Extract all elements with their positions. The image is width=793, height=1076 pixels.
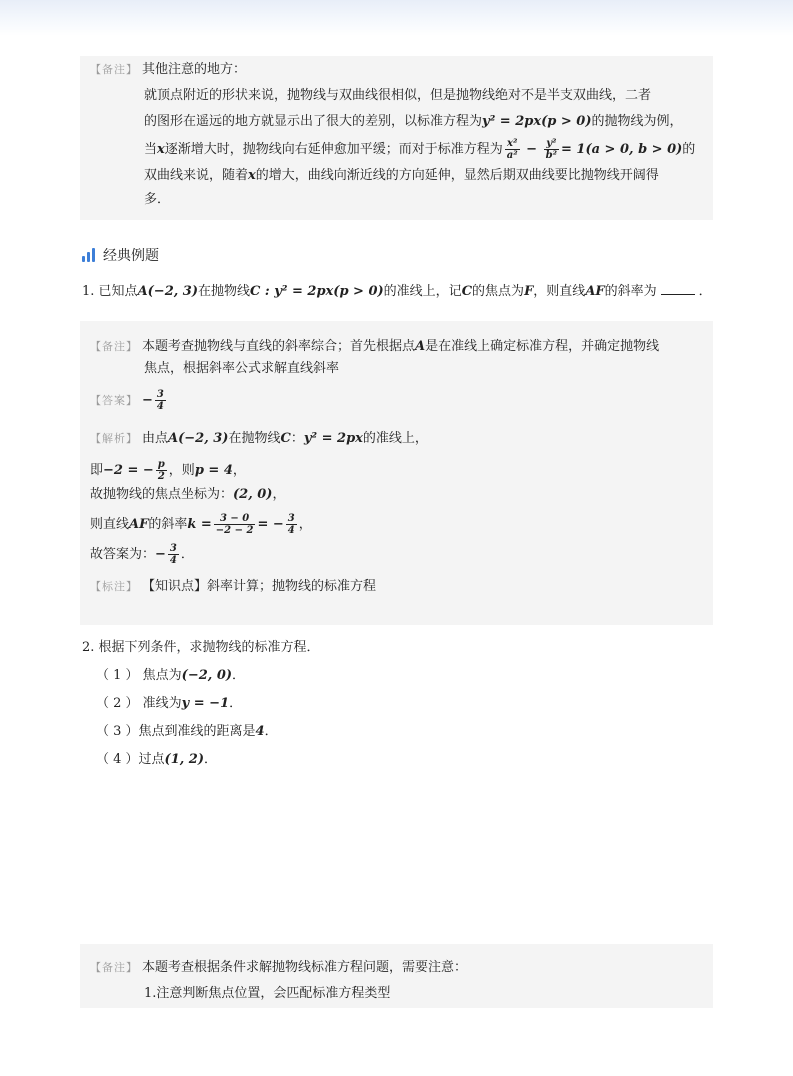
answer-tag: 【答案】 bbox=[90, 394, 138, 407]
solution-line-4: 则直线AF的斜率k = $\frac{3 - 0}{-2 - 2}$ = − $\frac{3}{4}$ ， bbox=[90, 513, 312, 536]
note-line-2: 焦点，根据斜率公式求解直线斜率 bbox=[144, 361, 340, 376]
header-band bbox=[0, 0, 793, 36]
note-tag: 【备注】 bbox=[90, 961, 138, 974]
note-line-4: 双曲线来说，随着x的增大，曲线向渐近线的方向延伸，显然后期双曲线要比抛物线开阔得 bbox=[144, 168, 659, 183]
solution-line-2: 即−2 = − $\frac{p}{2}$ ，则p = 4， bbox=[90, 459, 246, 482]
answer-blank bbox=[661, 282, 695, 295]
label-tag: 【标注】 bbox=[90, 580, 138, 593]
question-2-item-4: （ 4 ）过点(1, 2)． bbox=[96, 752, 218, 767]
question-1: 1. 已知点A(−2, 3)在抛物线C : y² = 2px(p > 0)的准线上，记C的焦点为F，则直线AF的斜率为 ． bbox=[82, 284, 712, 299]
note-line-2: 1.注意判断焦点位置，会匹配标准方程类型 bbox=[144, 986, 391, 1001]
note-box-q2: 【备注】 本题考查根据条件求解抛物线标准方程问题，需要注意： 1.注意判断焦点位置，会匹配标准方程类型 bbox=[80, 944, 713, 1008]
note-intro: 其他注意的地方： bbox=[142, 62, 247, 77]
note-line-5: 多． bbox=[144, 192, 171, 207]
solution-line-5: 故答案为：− $\frac{3}{4}$ ． bbox=[90, 543, 194, 566]
note-tag: 【备注】 bbox=[90, 340, 138, 353]
question-2-item-3: （ 3 ）焦点到准线的距离是4． bbox=[96, 724, 278, 739]
question-2: 2. 根据下列条件，求抛物线的标准方程． bbox=[82, 640, 320, 655]
solution-line-3: 故抛物线的焦点坐标为：(2, 0)， bbox=[90, 487, 286, 502]
knowledge-line: 【标注】 【知识点】斜率计算；抛物线的标准方程 bbox=[90, 577, 376, 597]
question-2-item-1: （ 1 ） 焦点为(−2, 0)． bbox=[96, 668, 246, 683]
note-line-3: 当x逐渐增大时，抛物线向右延伸愈加平缓；而对于标准方程为 $\frac{\text{x²}}{\text{a²}}$ − $\frac{\text{y²}}{\text{b²}}$ = 1(a > 0, b > 0)的 bbox=[144, 138, 696, 161]
solution-box-q1: 【备注】 本题考查抛物线与直线的斜率综合；首先根据点A是在准线上确定标准方程，并确定抛物线 焦点，根据斜率公式求解直线斜率 【答案】 − $\frac{3}{4}$ 【解析】 由点A(−2, 3)在抛物线C：y² = 2px的准线上， 即−2 = − $\frac{p}{2}$ ，则p = 4， 故抛物线的焦点坐标为：(2, 0)， 则直线AF的斜率k = $\frac{3 - 0}{-2 - 2}$ = − $\frac{3}{4}$ ， 故答案为：− $\frac{3}{4}$ ． 【标注】 【知识点】斜率计算；抛物线的标准方程 bbox=[80, 321, 713, 625]
bar-chart-icon bbox=[82, 248, 95, 262]
question-2-item-2: （ 2 ） 准线为y = −1． bbox=[96, 696, 243, 711]
note-line-1: 就顶点附近的形状来说，抛物线与双曲线很相似，但是抛物线绝对不是半支双曲线，二者 bbox=[144, 88, 652, 103]
solution-line-1: 【解析】 由点A(−2, 3)在抛物线C：y² = 2px的准线上， bbox=[90, 429, 428, 449]
answer-line: 【答案】 − $\frac{3}{4}$ bbox=[90, 389, 164, 412]
solution-tag: 【解析】 bbox=[90, 432, 138, 445]
section-heading bbox=[82, 244, 159, 266]
note-tag: 【备注】 bbox=[90, 63, 138, 76]
note-box-parabola-hyperbola bbox=[80, 56, 713, 220]
note-line-2: 的图形在遥远的地方就显示出了很大的差别，以标准方程为y² = 2px(p > 0)的抛物线为例， bbox=[144, 114, 683, 129]
section-title: 经典例题 bbox=[103, 248, 159, 264]
